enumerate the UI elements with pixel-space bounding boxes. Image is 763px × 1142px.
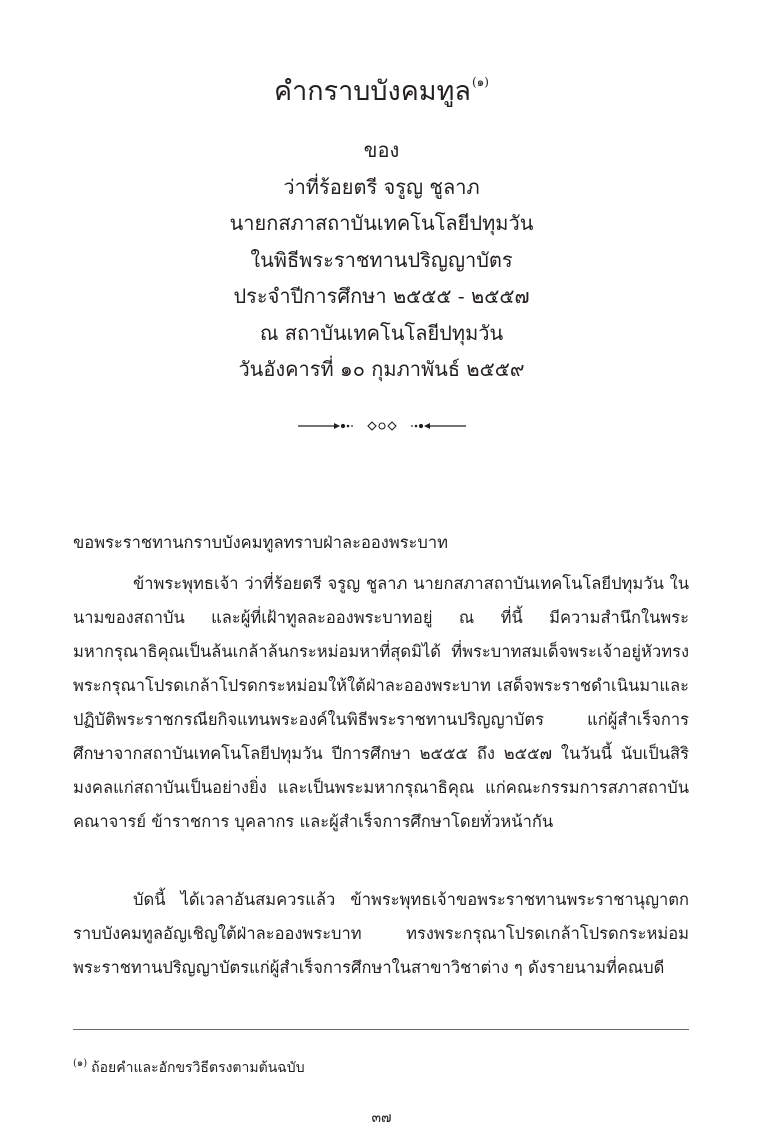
header-line-academic-year: ประจำปีการศึกษา ๒๕๕๕ - ๒๕๕๗ <box>233 284 530 308</box>
speech-paragraph-2: บัดนี้ ได้เวลาอันสมควรแล้ว ข้าพระพุทธเจ้าขอพระราชทานพระราชานุญาตกราบบังคมทูลอัญเชิญใต้ฝ่าละอองพระบาท ทรงพระกรุณาโปรดเกล้าโปรดกระหม่อมพระราชทานปริญญาบัตรแก่ผู้สำเร็จการศึกษาในสาขาวิชาต่าง ๆ ดังรายนามที่คณบดี <box>73 890 689 977</box>
header-line-ceremony: ในพิธีพระราชทานปริญญาบัตร <box>250 247 513 272</box>
page-title <box>0 62 763 112</box>
footnote <box>73 1052 305 1080</box>
header-line-position: นายกสภาสถาบันเทคโนโลยีปทุมวัน <box>229 211 534 235</box>
speech-header <box>0 132 763 388</box>
title-text: คำกราบบังคมทูล <box>274 76 471 107</box>
page-number: ๓๗ <box>371 1110 392 1126</box>
divider-ornament-icon <box>296 418 468 434</box>
header-line-date: วันอังคารที่ ๑๐ กุมภาพันธ์ ๒๕๕๙ <box>238 357 525 381</box>
speech-paragraph-1: ข้าพระพุทธเจ้า ว่าที่ร้อยตรี จรูญ ชูลาภ นายกสภาสถาบันเทคโนโลยีปทุมวัน ในนามของสถาบัน และผู้ที่เฝ้าทูลละอองพระบาทอยู่ ณ ที่นี้ มีความสำนึกในพระมหากรุณาธิคุณเป็นล้นเกล้าล้นกระหม่อมหาที่สุดมิได้ ที่พระบาทสมเด็จพระเจ้าอยู่หัวทรงพระกรุณาโปรดเกล้าโปรดกระหม่อมให้ใต้ฝ่าละอองพระบาท เสด็จพระราชดำเนินมาและปฏิบัติพระราชกรณียกิจแทนพระองค์ในพิธีพระราชทานปริญญาบัตร แก่ผู้สำเร็จการศึกษาจากสถาบันเทคโนโลยีปทุมวัน ปีการศึกษา ๒๕๕๕ ถึง ๒๕๕๗ ในวันนี้ นับเป็นสิริมงคลแก่สถาบันเป็นอย่างยิ่ง และเป็นพระมหากรุณาธิคุณ แก่คณะกรรมการสภาสถาบัน คณาจารย์ ข้าราชการ บุคลากร และผู้สำเร็จการศึกษาโดยทั่วหน้ากัน <box>73 574 689 831</box>
header-line-venue: ณ สถาบันเทคโนโลยีปทุมวัน <box>259 320 504 345</box>
greeting-line: ขอพระราชทานกราบบังคมทูลทราบฝ่าละอองพระบาท <box>73 533 449 552</box>
header-line-speaker: ว่าที่ร้อยตรี จรูญ ชูลาภ <box>283 174 480 199</box>
header-line-of: ของ <box>363 138 400 162</box>
footnote-divider <box>73 1029 689 1030</box>
footnote-text: ถ้อยคำและอักขรวิธีตรงตามต้นฉบับ <box>91 1060 305 1076</box>
title-footnote-marker: (๑) <box>471 75 489 89</box>
footnote-marker: (๑) <box>73 1058 88 1069</box>
